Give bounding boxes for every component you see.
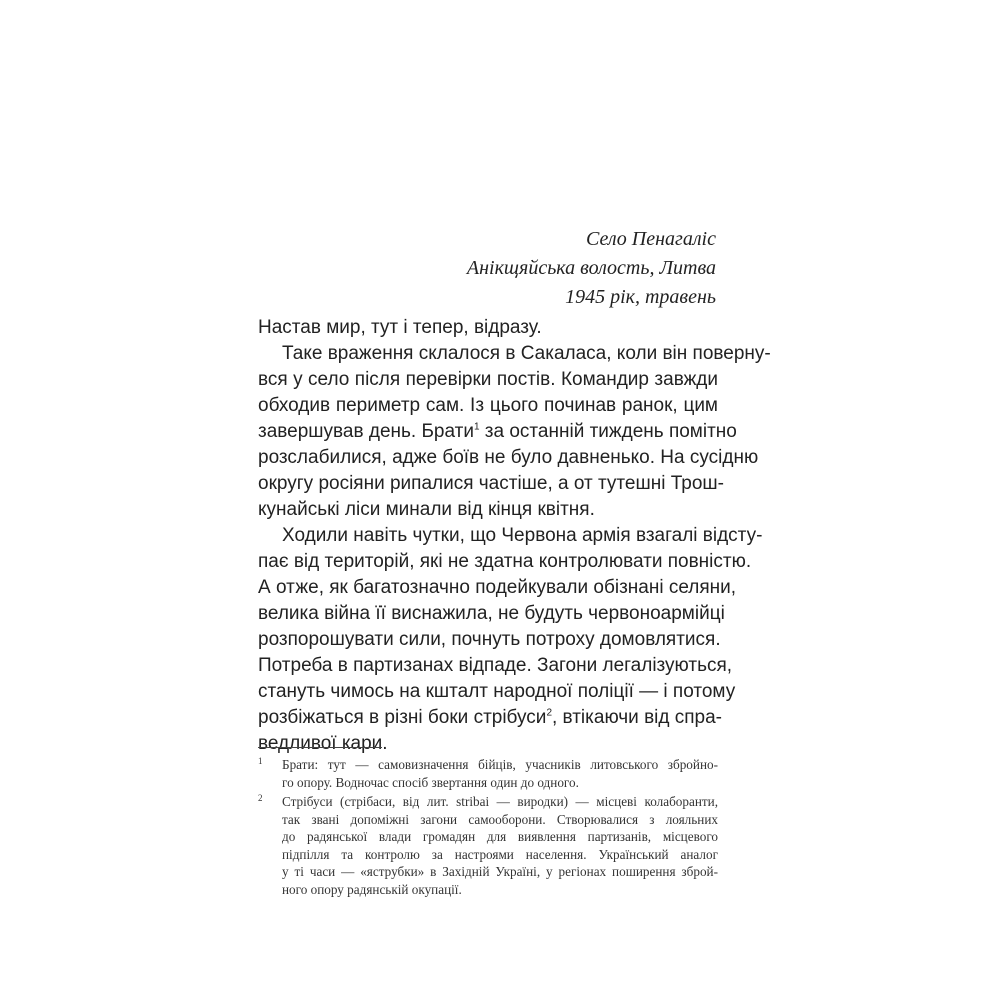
epigraph-region: Анікщяйська волость, Литва [466,257,716,279]
footnote-1 [258,756,718,791]
paragraph-3-line: Потреба в партизанах відпаде. Загони легалізуються, [258,655,733,676]
footnote-divider [258,747,382,748]
text-segment: , втікаючи від спра- [552,707,723,728]
footnote-line: до радянської влади громадян для виявлення партизанів, місцевого [282,829,718,844]
footnote-line: го опору. Водночас спосіб звертання один до одного. [282,774,579,790]
epigraph-date: 1945 рік, травень [565,286,716,308]
paragraph-3-line: стануть чимось на кшталт народної поліції — і потому [258,681,736,702]
paragraph-3-line: розпорошувати сили, почнуть потроху домовлятися. [258,629,721,650]
paragraph-2-line: розслабилися, адже боїв не було давненько. На сусідню [258,447,759,468]
footnote-number: 2 [258,793,263,803]
footnote-line: Стрібуси (стрібаси, від лит. stribai — виродки) — місцеві колаборанти, [282,794,718,809]
paragraph-3-line: А отже, як багатозначно подейкували обізнані селяни, [258,577,737,598]
footnotes [258,756,718,900]
main-text [258,315,771,757]
paragraph-1-line: Настав мир, тут і тепер, відразу. [258,317,542,338]
paragraph-2-line: Таке враження склалося в Сакаласа, коли він поверну- [282,343,771,364]
paragraph-3-line: ведливої кари. [258,733,388,754]
text-segment: завершував день. Брати [258,421,474,442]
footnote-line: так звані допоміжні загони самооборони. Створювалися з лояльних [282,811,718,827]
paragraph-3-line: Ходили навіть чутки, що Червона армія взагалі відсту- [282,525,763,546]
footnote-2 [258,793,718,898]
paragraph-2-line-with-footnote [258,419,737,445]
paragraph-3-line: велика війна її виснажила, не будуть червоноармійці [258,603,725,624]
footnote-ref-1: 1 [473,421,480,433]
paragraph-3-line-with-footnote [258,705,723,731]
paragraph-2-line: вся у село після перевірки постів. Командир завжди [258,369,718,390]
paragraph-2-line: кунайські ліси минали від кінця квітня. [258,499,595,520]
paragraph-2-line: обходив периметр сам. Із цього починав ранок, цим [258,395,718,416]
text-segment: розбіжаться в різні боки стрібуси [258,707,547,728]
footnote-number: 1 [258,756,263,766]
paragraph-3-line: пає від територій, які не здатна контролювати повністю. [258,551,752,572]
epigraph-place: Село Пенагаліс [585,228,716,250]
epigraph [216,225,716,312]
footnote-ref-2: 2 [546,707,552,719]
footnote-line: підпілля та контролю за настроями населення. Український аналог [282,846,718,862]
text-segment: за останній тиждень помітно [479,421,737,442]
footnote-line: у ті часи — «яструбки» в Західній Україні, у регіонах поширення зброй- [282,864,718,879]
paragraph-2-line: округу росіяни рипалися частіше, а от тутешні Трош- [258,473,724,494]
footnote-line: ного опору радянській окупації. [282,881,462,897]
footnote-line: Брати: тут — самовизначення бійців, учасників литовського збройно- [282,757,718,772]
